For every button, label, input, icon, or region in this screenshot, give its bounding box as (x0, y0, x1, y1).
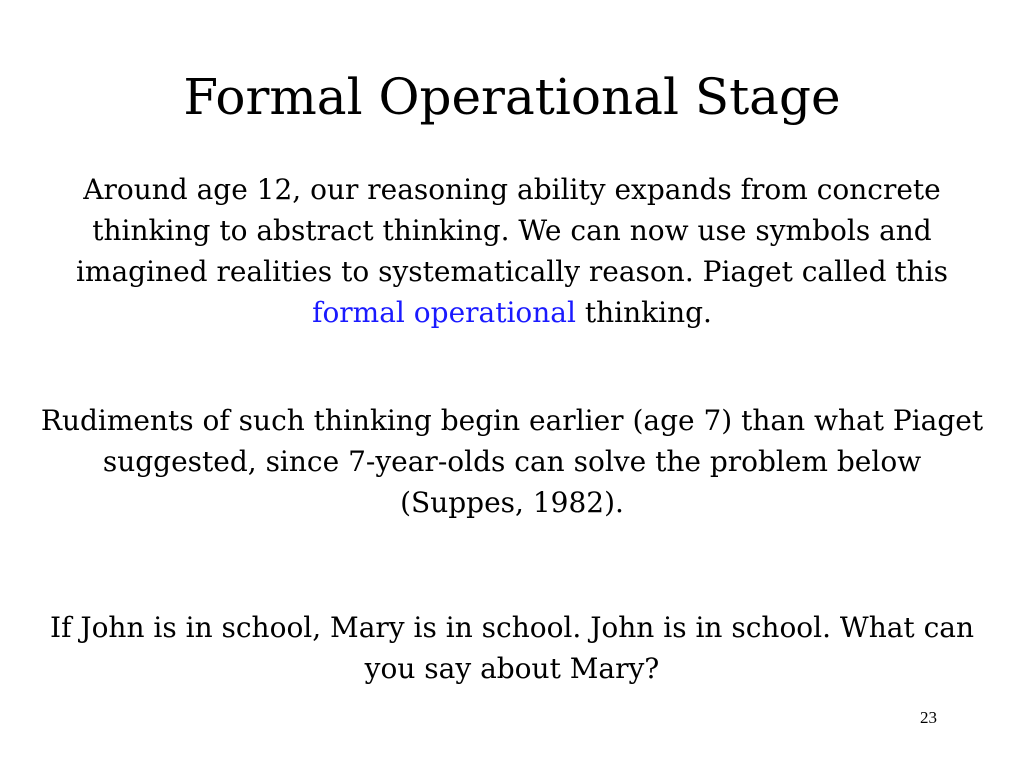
highlighted-term: formal operational (312, 296, 576, 329)
paragraph-text-after: thinking. (575, 296, 712, 329)
paragraph-rudiments: Rudiments of such thinking begin earlier (age 7) than what Piaget suggested, since 7-year-olds can solve the problem below (Suppes, 1982). (40, 404, 984, 519)
slide-title: Formal Operational Stage (183, 68, 841, 126)
paragraph-formal-operational (40, 169, 984, 333)
slide-number: 23 (920, 708, 937, 727)
paragraph-text-before: Around age 12, our reasoning ability expands from concrete thinking to abstract thinking. We can now use symbols and imagined realities to systematically reason. Piaget called this (75, 173, 949, 288)
paragraph-problem: If John is in school, Mary is in school. John is in school. What can you say about Mary? (50, 611, 974, 685)
